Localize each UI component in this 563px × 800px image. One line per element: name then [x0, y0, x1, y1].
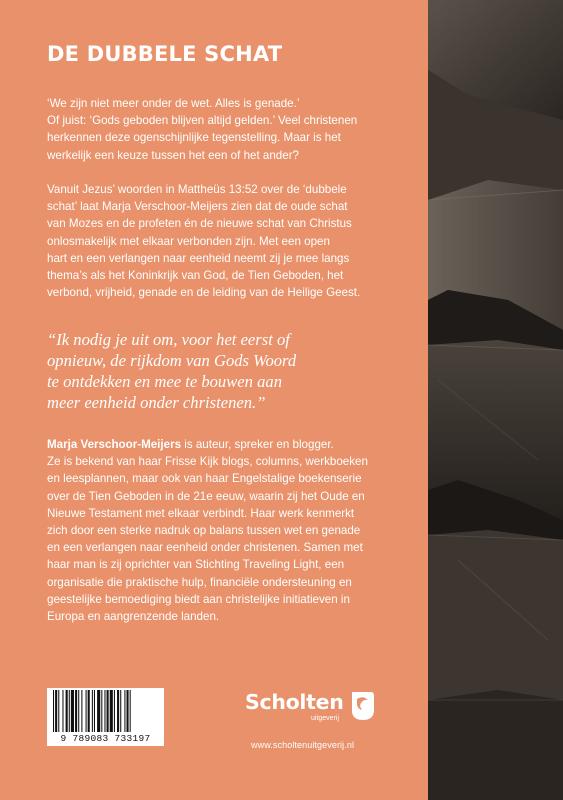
barcode-bar [58, 690, 59, 732]
barcode-bar [69, 690, 70, 732]
isbn-barcode [47, 688, 164, 746]
barcode-bar [110, 690, 113, 732]
barcode-bar [62, 690, 63, 732]
author-line: organisatie die praktische hulp, financiële ondersteuning en [47, 575, 352, 589]
intro-line: Of juist: ‘Gods geboden blijven altijd gelden.’ Veel christenen [47, 114, 358, 128]
author-line: zich door een sterke nadruk op balans tussen wet en genade [47, 524, 361, 538]
body-line: van Mozes en de profeten én de nieuwe schat van Christus [47, 217, 352, 231]
body-paragraph [47, 181, 432, 301]
body-line: thema’s als het Koninkrijk van God, de Tien Geboden, het [47, 269, 344, 283]
book-title: DE DUBBELE SCHAT [47, 42, 283, 66]
barcode-bar [55, 690, 57, 732]
intro-line: werkelijk een keuze tussen het een of het ander? [47, 148, 300, 162]
barcode-bar [114, 690, 115, 732]
author-line: geestelijke bemoediging biedt aan christelijke initiatieven in [47, 592, 350, 606]
publisher-logo [245, 690, 375, 724]
barcode-bar [101, 690, 102, 732]
author-bio-first-line [47, 436, 432, 453]
author-line: Europa en aangrenzende landen. [47, 610, 220, 624]
author-line: en een verlangen naar eenheid onder christenen. Samen met [47, 541, 363, 555]
body-line: schat’ laat Marja Verschoor-Meijers zien dat de oude schat [47, 200, 348, 214]
isbn-digits: 9 789083 733197 [60, 733, 151, 744]
pull-quote [47, 329, 296, 413]
body-line: verbond, vrijheid, genade en de leiding van de Heilige Geest. [47, 286, 361, 300]
author-line: over de Tien Geboden in de 21e eeuw, waarin zij het Oude en [47, 489, 365, 503]
barcode-bar [120, 690, 121, 732]
barcode-bar [117, 690, 119, 732]
barcode-bar [107, 690, 109, 732]
barcode-bar [127, 690, 129, 732]
barcode-bar [78, 690, 79, 732]
barcode-bar [81, 690, 82, 732]
intro-paragraph [47, 95, 432, 164]
quote-line: “Ik nodig je uit om, voor het eerst of [47, 330, 290, 349]
barcode-bar [88, 690, 90, 732]
publisher-sub: uitgeverij [311, 715, 340, 722]
body-line: Vanuit Jezus’ woorden in Mattheüs 13:52 over de ‘dubbele [47, 183, 347, 196]
barcode-bar [71, 690, 74, 732]
barcode-bar [86, 690, 87, 732]
author-intro: is auteur, spreker en blogger. [181, 438, 334, 451]
author-line: haar man is zij oprichter van Stichting Traveling Light, een [47, 558, 345, 572]
publisher-website[interactable]: www.scholtenuitgeverij.nl [251, 740, 355, 750]
author-bio [47, 436, 432, 625]
barcode-bar [94, 690, 95, 732]
author-line: Nieuwe Testament met elkaar verbindt. Haar werk kenmerkt [47, 506, 355, 520]
quote-line: opnieuw, de rijkdom van Gods Woord [47, 351, 297, 370]
stone-photo [428, 0, 563, 800]
author-name: Marja Verschoor-Meijers [47, 438, 182, 451]
publisher-mark-icon [349, 690, 375, 722]
body-line: onlosmakelijk met elkaar verbonden zijn. Met een open [47, 234, 330, 248]
author-line: en leesplannen, maar ook van haar Engelstalige boekenserie [47, 472, 362, 486]
quote-line: meer eenheid onder christenen.” [47, 393, 266, 412]
barcode-bar [97, 690, 100, 732]
author-line: Ze is bekend van haar Frisse Kijk blogs, columns, werkboeken [47, 455, 368, 469]
body-line: hart en een verlangen naar eenheid neemt zij je mee langs [47, 251, 350, 265]
barcode-bar [75, 690, 77, 732]
publisher-name: Scholten [245, 690, 344, 714]
barcode-bar [66, 690, 68, 732]
barcode-bar [92, 690, 93, 732]
barcode-bars [47, 688, 164, 734]
quote-line: te ontdekken en mee te bouwen aan [47, 372, 282, 391]
barcode-bar [53, 690, 54, 732]
barcode-bar [130, 690, 131, 732]
barcode-bar [104, 690, 105, 732]
intro-line: ‘We zijn niet meer onder de wet. Alles is genade.’ [47, 97, 300, 110]
intro-line: herkennen deze ogenschijnlijke tegenstelling. Maar is het [47, 131, 341, 145]
barcode-bar [124, 690, 125, 732]
